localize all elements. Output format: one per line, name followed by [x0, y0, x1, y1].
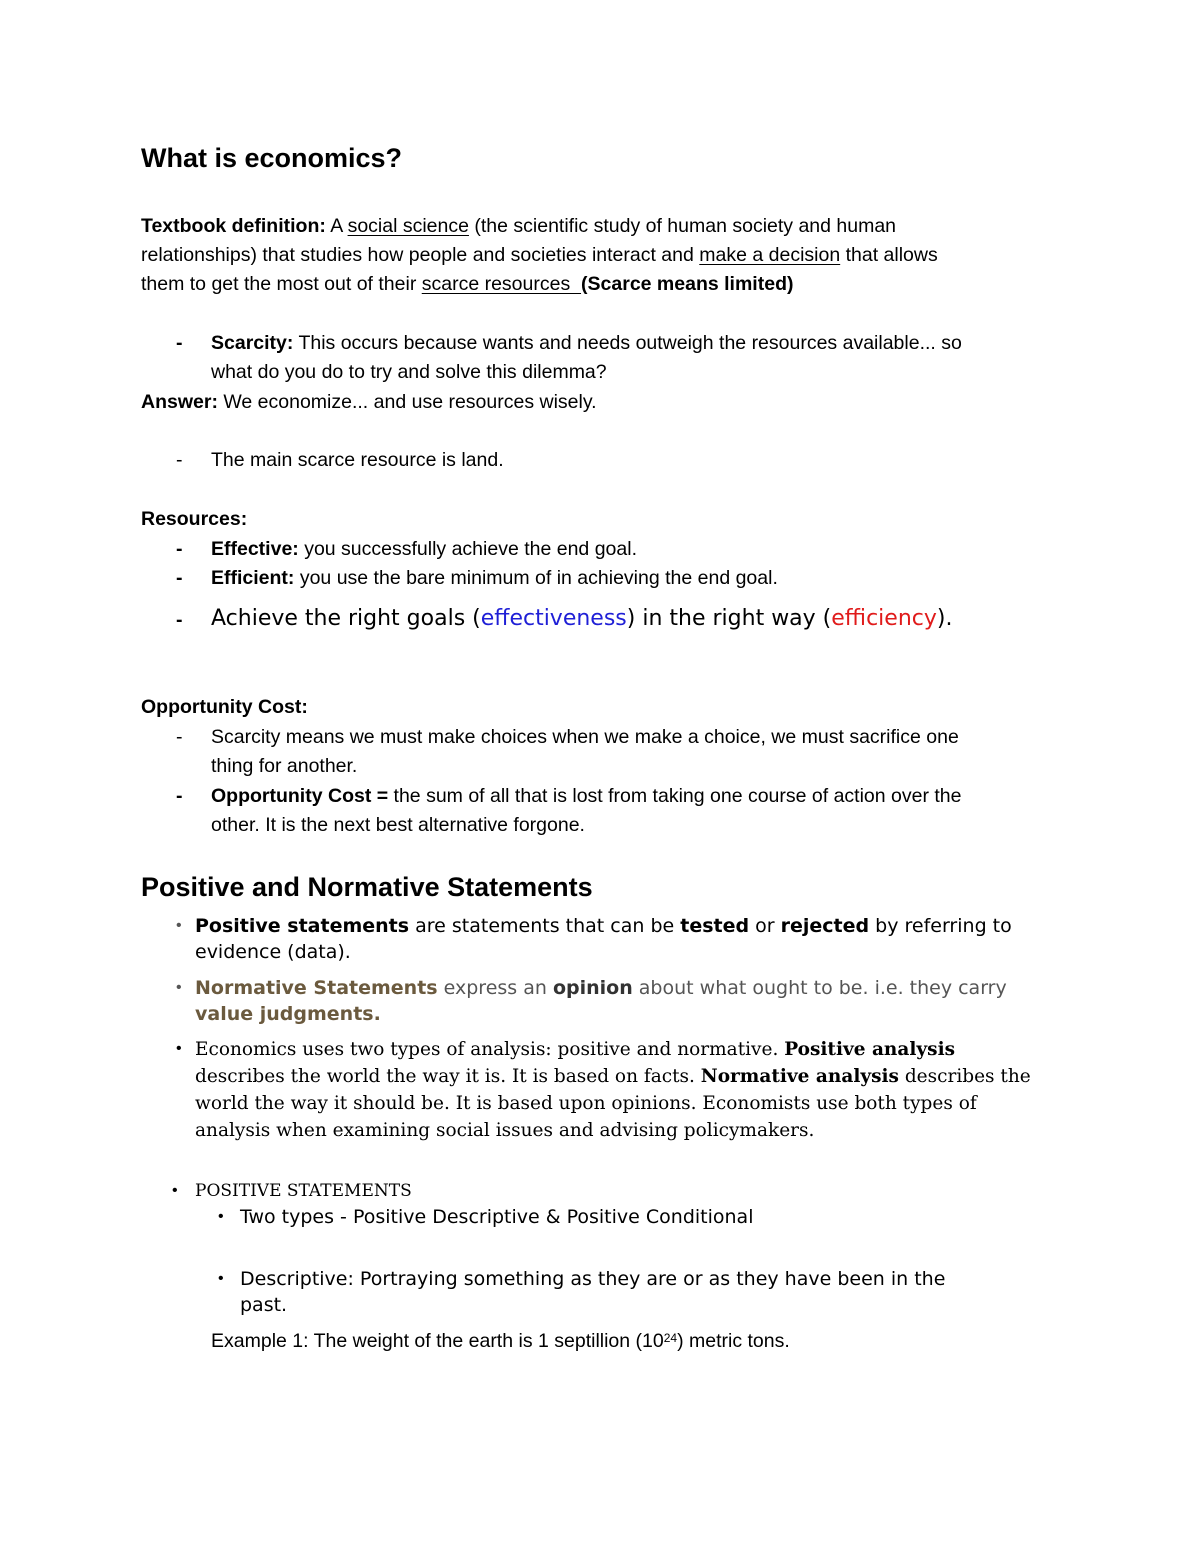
scarce-means-limited: (Scarce means limited) [581, 273, 794, 295]
opportunity-cost-label: Opportunity Cost = [211, 785, 389, 807]
opportunity-item2-line1 [211, 782, 962, 811]
bullet-marker: • [218, 1208, 224, 1225]
text: about what ought to be. i.e. they carry [632, 977, 1007, 999]
exponent: 24 [663, 1331, 678, 1345]
analysis-line-1 [195, 1036, 955, 1063]
positive-line-2: evidence (data). [195, 941, 351, 963]
dash-marker: - [176, 567, 183, 589]
opportunity-item1-line2: thing for another. [211, 755, 358, 777]
analysis-line-2 [195, 1063, 1031, 1090]
dash-marker: - [176, 538, 183, 560]
dash-marker: - [176, 609, 183, 631]
effective-label: Effective: [211, 538, 299, 560]
dash-marker: - [176, 449, 183, 471]
dash-marker: - [176, 785, 183, 807]
text: describes the [898, 1066, 1031, 1087]
textbook-line-1 [141, 212, 896, 241]
opportunity-item1-line1: Scarcity means we must make choices when we make a choice, we must sacrifice one [211, 726, 959, 748]
example-line [211, 1327, 790, 1356]
text: Achieve the right goals ( [211, 606, 481, 631]
text: relationships) that studies how people and societies interact and [141, 244, 700, 266]
link-make-a-decision[interactable]: make a decision [699, 244, 841, 266]
dash-marker: - [176, 332, 183, 354]
text: We economize... and use resources wisely. [217, 391, 597, 413]
normative-analysis-term: Normative analysis [700, 1066, 899, 1087]
value-judgments-term: value judgments. [195, 1003, 381, 1025]
text: the sum of all that is lost from taking one course of action over the [388, 785, 962, 807]
text: Economics uses two types of analysis: positive and normative. [195, 1039, 785, 1060]
scarcity-line-2: what do you do to try and solve this dilemma? [211, 361, 607, 383]
efficient-label: Efficient: [211, 567, 295, 589]
opportunity-heading: Opportunity Cost: [141, 696, 308, 718]
textbook-line-3 [141, 270, 793, 299]
descriptive-line-2: past. [240, 1294, 288, 1316]
answer-label: Answer: [141, 391, 218, 413]
bullet-marker: • [172, 1182, 178, 1199]
dash-marker: - [176, 726, 183, 748]
text: them to get the most out of their [141, 273, 422, 295]
text: are statements that can be [409, 915, 681, 937]
text: you successfully achieve the end goal. [298, 538, 637, 560]
efficiency-word: efficiency [831, 606, 937, 631]
bullet-marker: • [176, 917, 182, 934]
tested-term: tested [680, 915, 750, 937]
text: or [749, 915, 781, 937]
positive-statements-heading: POSITIVE STATEMENTS [195, 1181, 412, 1201]
answer-line [141, 388, 597, 417]
scarcity-line-1 [211, 329, 962, 358]
land-line: The main scarce resource is land. [211, 449, 504, 471]
descriptive-line-1: Descriptive: Portraying something as they are or as they have been in the [240, 1268, 946, 1290]
link-scarce-resources[interactable]: scarce resources [421, 273, 582, 295]
text: describes the world the way it is. It is based on facts. [195, 1066, 701, 1087]
normative-statements-term: Normative Statements [195, 977, 438, 999]
text: by referring to [869, 915, 1012, 937]
text: Example 1: The weight of the earth is 1 septillion (10 [211, 1330, 664, 1352]
text: ) in the right way ( [626, 606, 832, 631]
text: express an [437, 977, 553, 999]
positive-line-1 [195, 913, 1012, 939]
heading-positive-normative: Positive and Normative Statements [141, 872, 593, 902]
text: This occurs because wants and needs outweigh the resources available... so [293, 332, 962, 354]
normative-line-1 [195, 975, 1007, 1001]
bullet-marker: • [218, 1270, 224, 1287]
bullet-marker: • [176, 1040, 182, 1057]
heading-what-is-economics: What is economics? [141, 143, 403, 173]
achieve-line [211, 604, 952, 634]
text: you use the bare minimum of in achieving the end goal. [294, 567, 778, 589]
textbook-label: Textbook definition: [141, 215, 326, 237]
efficient-line [211, 564, 778, 593]
rejected-term: rejected [780, 915, 870, 937]
scarcity-label: Scarcity: [211, 332, 294, 354]
opportunity-item2-line2: other. It is the next best alternative forgone. [211, 814, 585, 836]
textbook-line-2 [141, 241, 938, 270]
two-types-line: Two types - Positive Descriptive & Positive Conditional [240, 1206, 754, 1228]
effective-line [211, 535, 637, 564]
text: ). [936, 606, 953, 631]
analysis-line-4: analysis when examining social issues and advising policymakers. [195, 1120, 815, 1141]
text: (the scientific study of human society and human [468, 215, 897, 237]
text: that allows [840, 244, 938, 266]
positive-analysis-term: Positive analysis [784, 1039, 956, 1060]
text: A [325, 215, 348, 237]
opinion-term: opinion [552, 977, 633, 999]
analysis-line-3: world the way it should be. It is based upon opinions. Economists use both types of [195, 1093, 977, 1114]
text: ) metric tons. [677, 1330, 790, 1352]
link-social-science[interactable]: social science [347, 215, 469, 237]
effectiveness-word: effectiveness [480, 606, 627, 631]
resources-heading: Resources: [141, 508, 248, 530]
positive-statements-term: Positive statements [195, 915, 410, 937]
bullet-marker: • [176, 979, 182, 996]
